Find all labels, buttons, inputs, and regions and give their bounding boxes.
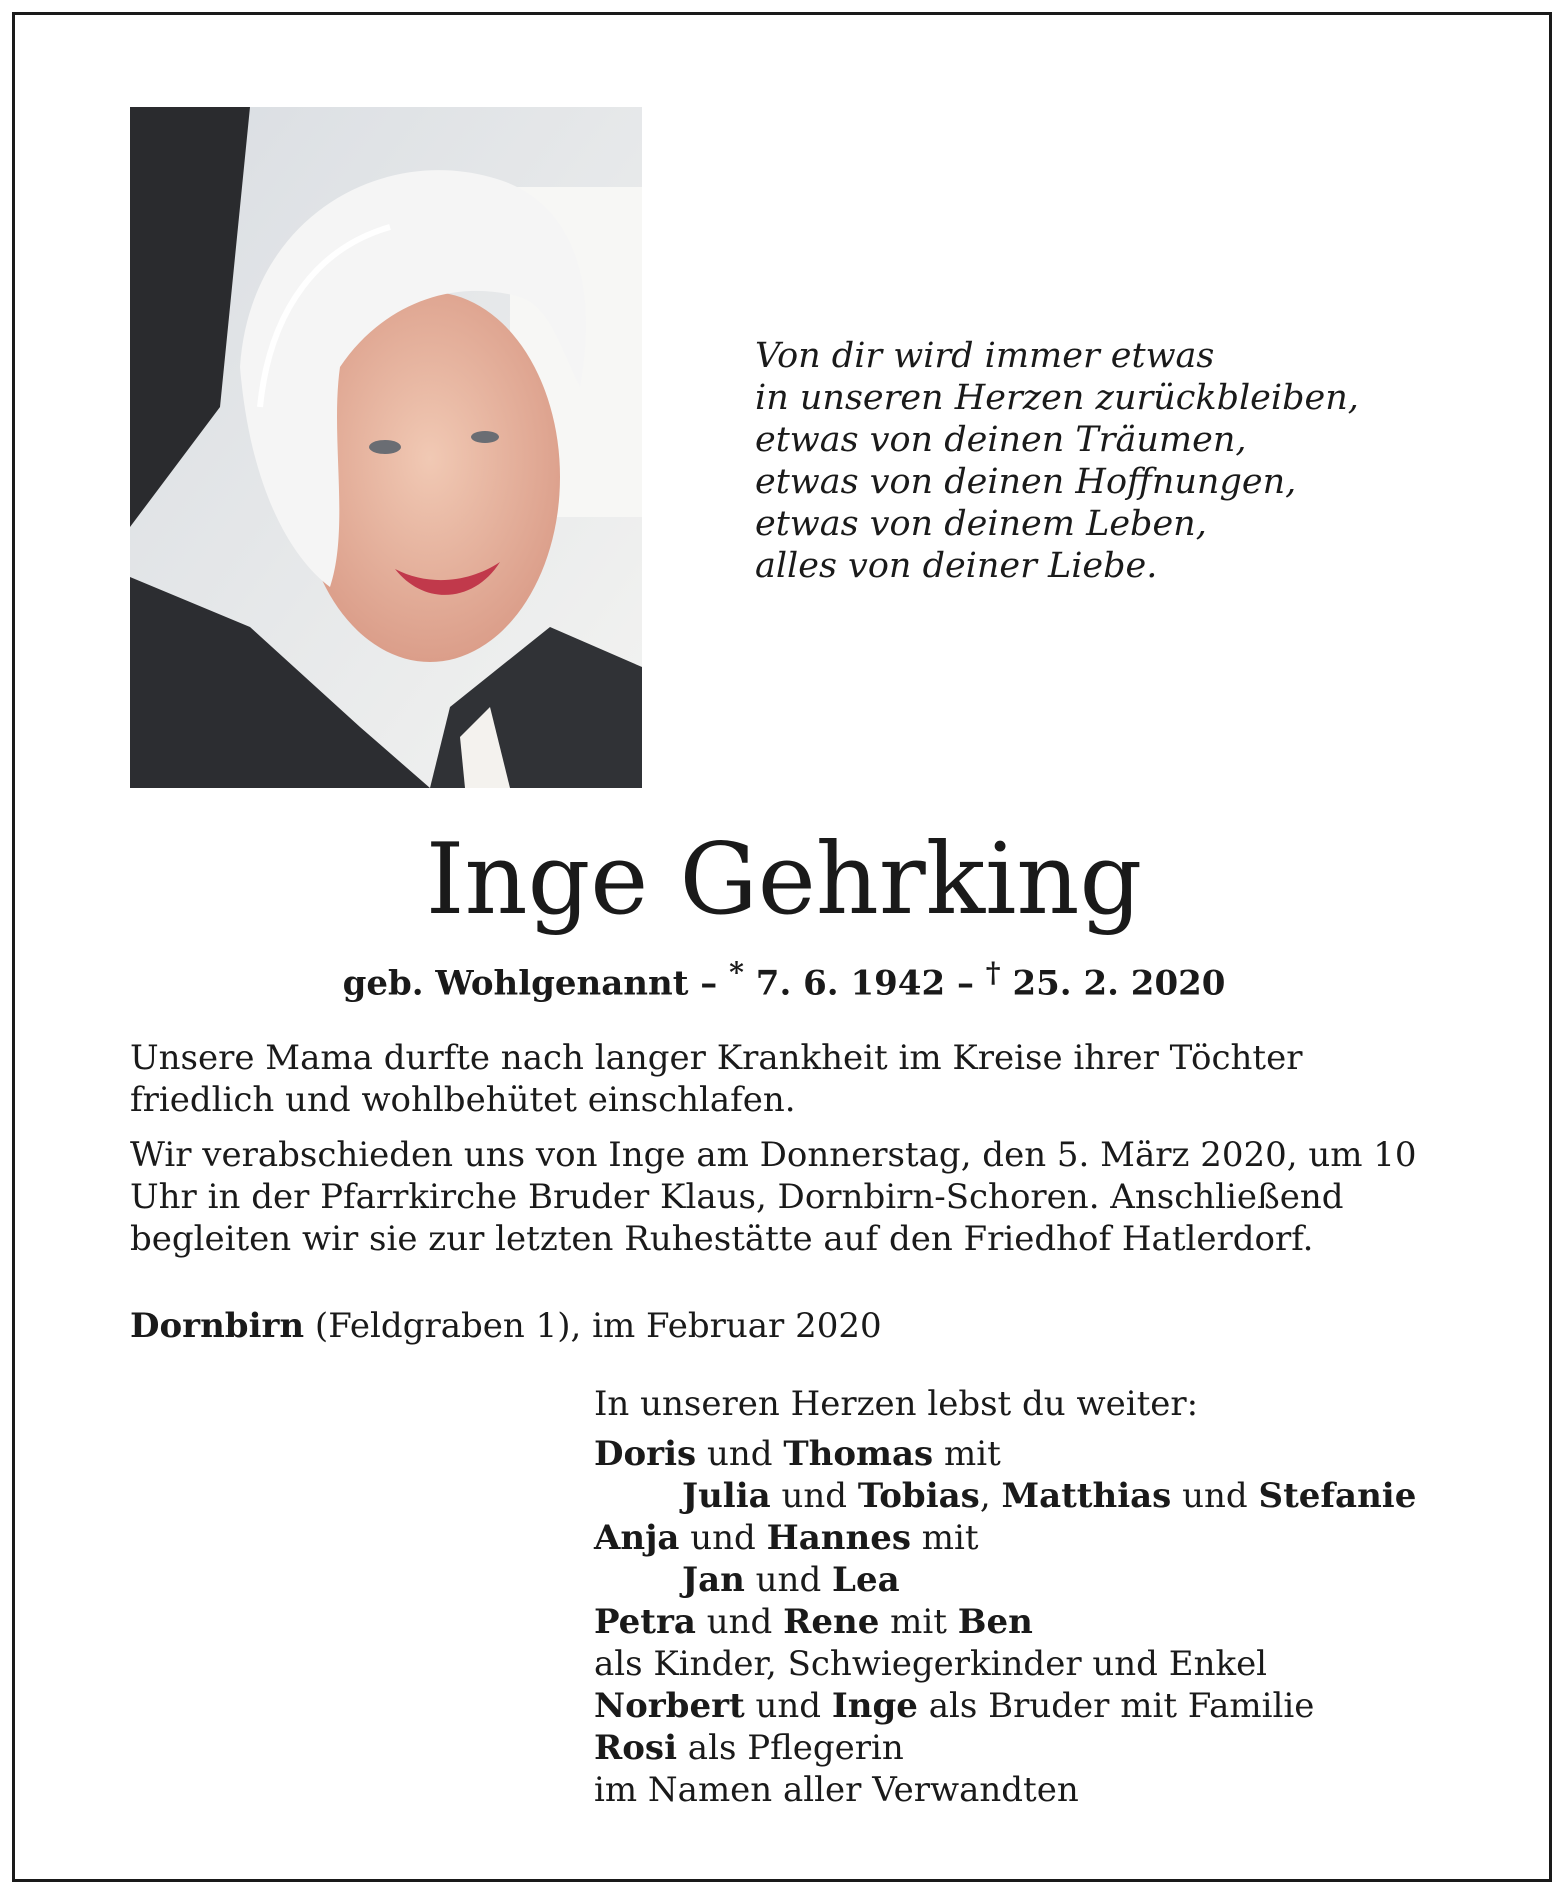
funeral-paragraph: Wir verabschieden uns von Inge am Donnerstag, den 5. März 2020, um 10 Uhr in der Pfarrkirche Bruder Klaus, Dornbirn-Schoren. Anschließend begleiten wir sie zur letzten Ruhestätte auf den Friedhof Hatlerdorf. — [130, 1135, 1417, 1259]
place-town: Dornbirn — [130, 1306, 305, 1346]
birth-star: * — [729, 955, 744, 989]
birth-date: 7. 6. 1942 — [743, 963, 946, 1004]
mourners-line: Julia und Tobias, Matthias und Stefanie — [682, 1476, 1417, 1516]
deceased-name: Inge Gehrking — [425, 823, 1143, 937]
portrait-photo — [130, 107, 642, 788]
poem-line: etwas von deinen Träumen, — [755, 420, 1247, 460]
poem-line: in unseren Herzen zurückbleiben, — [755, 378, 1359, 418]
birth-name: geb. Wohlgenannt — [342, 963, 689, 1004]
mourners-line: im Namen aller Verwandten — [594, 1770, 1079, 1810]
death-cross: † — [985, 955, 1001, 989]
poem-line: alles von deiner Liebe. — [755, 546, 1158, 586]
poem-line: Von dir wird immer etwas — [755, 336, 1215, 376]
mourners-line: Petra und Rene mit Ben — [594, 1602, 1033, 1642]
death-date: 25. 2. 2020 — [1000, 963, 1226, 1004]
mourners-line: als Kinder, Schwiegerkinder und Enkel — [594, 1644, 1268, 1684]
life-dates: geb. Wohlgenannt – * 7. 6. 1942 – † 25. 2. 2020 — [342, 955, 1226, 1004]
poem-line: etwas von deinem Leben, — [755, 504, 1207, 544]
announcement-paragraph: Unsere Mama durfte nach langer Krankheit im Kreise ihrer Töchter friedlich und wohlbehütet einschlafen. — [130, 1038, 1303, 1120]
mourners-line: Jan und Lea — [682, 1560, 900, 1600]
mourners-line: Rosi als Pflegerin — [594, 1728, 904, 1768]
mourners-line: Norbert und Inge als Bruder mit Familie — [594, 1686, 1315, 1726]
place-date-line: Dornbirn (Feldgraben 1), im Februar 2020 — [130, 1306, 882, 1346]
mourners-line: Anja und Hannes mit — [594, 1518, 979, 1558]
mourners-line: Doris und Thomas mit — [594, 1434, 1001, 1474]
mourners-list — [594, 1383, 1416, 1811]
mourners-intro: In unseren Herzen lebst du weiter: — [594, 1384, 1199, 1424]
poem-line: etwas von deinen Hoffnungen, — [755, 462, 1297, 502]
memorial-poem — [755, 335, 1359, 587]
